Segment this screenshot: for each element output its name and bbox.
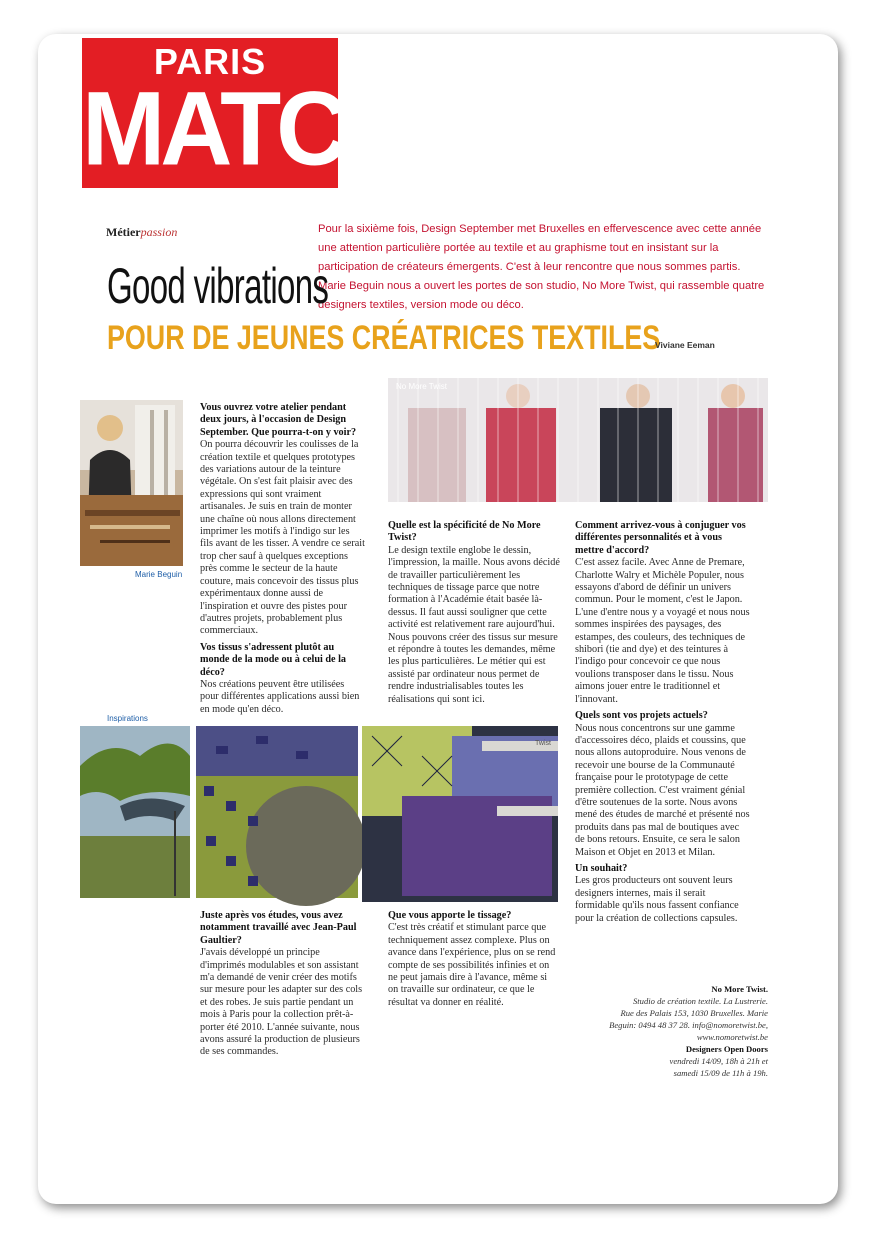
answer-5: Nous nous concentrons sur une gamme d'accessoires déco, plaids et coussins, que nous allons autoproduire. Nous venons de recevoir une bourse de la Communauté française pour le prototypage de cette première collection. C'est vraiment génial d'être soutenues de la sorte. Nous avons mené des études de marché et présenté nos produits dans pas mal de boutiques avec de bons retours. Ensuite, ce sera le salon Maison et Objet en 2013 et Milan. [575, 722, 750, 858]
answer-3: Le design textile englobe le dessin, l'impression, la maille. Nous avons décidé de travailler particulièrement les techniques de tissage parce que notre formation à l'Académie était basée là-dessus. Il faut aussi souligner que cette activité est relativement rare aujourd'hui. Nous pouvons créer des tissus sur mesure et répondre à toutes les demandes, même les plus particulières. Le métier qui est assisté par ordinateur nous permet de rendre industrialisables toutes les réalisations qui sont ici. [388, 544, 560, 705]
question-8: Que vous apporte le tissage? [388, 910, 512, 921]
fabric-photo-2 [362, 726, 558, 902]
footer-line-6: samedi 15/09 de 11h à 19h. [673, 1068, 768, 1078]
column-4 [200, 910, 365, 1059]
question-6: Un souhait? [575, 862, 628, 874]
column-5 [388, 910, 558, 1009]
rubric-bold: Métier [106, 225, 141, 239]
caption-nomoretwist: No More Twist [396, 382, 447, 391]
caption-inspirations: Inspirations [107, 714, 148, 723]
fabric-photo-1 [196, 726, 358, 898]
answer-2: Nos créations peuvent être utilisées pour différentes applications aussi bien en mode qu'en déco. [200, 678, 360, 715]
logo-match: MATCH [82, 70, 411, 188]
footer-line-3: Beguin: 0494 48 37 28. info@nomoretwist.be, [609, 1020, 768, 1030]
column-1 [200, 402, 365, 716]
answer-8: C'est très créatif et stimulant parce que techniquement assez complexe. Plus on avance dans l'expérience, plus on se rend compte de ses possibilités infinies et on ne peut jamais dire à l'avance, même si on travaille sur ordinateur, ce que le résultat va donner en réalité. [388, 922, 556, 1008]
question-2: Vos tissus s'adressent plutôt au monde de la mode ou à celui de la déco? [200, 641, 347, 678]
logo-paris: PARIS [153, 41, 267, 82]
portrait-photo [80, 400, 183, 566]
question-7: Juste après vos études, vous avez notamment travaillé avec Jean-Paul Gaultier? [200, 910, 357, 946]
caption-portrait: Marie Beguin [135, 570, 183, 579]
intro-text: Pour la sixième fois, Design September met Bruxelles en effervescence avec cette année une attention particulière portée au textile et au graphisme tout en insistant sur la participation de créateurs émergents. C'est à leur rencontre que nous sommes partis. Marie Beguin nous a ouvert les portes de son studio, No More Twist, qui rassemble quatre designers textiles, version mode ou déco. [318, 223, 765, 311]
author-name: Viviane Eeman [655, 340, 715, 350]
studio-photo [388, 378, 768, 502]
footer-info [568, 983, 768, 1079]
column-3 [575, 520, 751, 925]
rubric [106, 225, 177, 240]
footer-line-4: www.nomoretwist.be [696, 1032, 768, 1042]
question-5: Quels sont vos projets actuels? [575, 710, 708, 722]
inspirations-photo [80, 726, 190, 898]
article-title: Good vibrations [107, 258, 329, 314]
column-2 [388, 520, 560, 706]
answer-4: C'est assez facile. Avec Anne de Premare, Charlotte Walry et Michèle Populer, nous essayons d'abord de définir un univers commun. Pour le moment, c'est le Japon. L'une d'entre nous y a voyagé et nous nous sommes inspirées des paysages, des estampes, des couleurs, des techniques de shibori (tie and dye) et des teintures à l'indigo pour concevoir ce que nous voulions transposer dans le tissu. Nous aimons jouer entre le traditionnel et l'innovant. [575, 557, 750, 705]
answer-1: On pourra découvrir les coulisses de la création textile et quelques prototypes des variations autour de la teinture végétale. On s'est fait plaisir avec des expressions qui sont vraiment artisanales. Je suis en train de monter une chaîne où nous allons directement imprimer les motifs à l'indigo sur les fils avant de les tisser. A vendre ce serait trop cher sauf à quelques exceptions près comme le secteur de la haute couture, mais concevoir des tissus plus expérimentaux donne aussi de l'inspiration et ouvre des pistes pour d'autres projets, probablement plus commerciaux. [200, 439, 365, 637]
footer-line-5: vendredi 14/09, 18h à 21h et [669, 1056, 768, 1066]
footer-event: Designers Open Doors [685, 1044, 768, 1054]
question-4: Comment arrivez-vous à conjuguer vos différentes personnalités et à vous mettre d'accord? [575, 520, 746, 556]
paris-match-logo [82, 38, 411, 188]
rubric-italic: passion [140, 225, 178, 239]
question-1: Vous ouvrez votre atelier pendant deux jours, à l'occasion de Design September. Que pourra-t-on y voir? [200, 402, 357, 438]
answer-6: Les gros producteurs ont souvent leurs designers internes, mais il serait formidable qu'ils nous fassent confiance pour la création de collections capsules. [575, 875, 739, 924]
footer-name: No More Twist. [711, 984, 768, 994]
answer-7: J'avais développé un principe d'imprimés modulables et son assistant m'a demandé de venir créer des motifs sur mesure pour les adapter sur des cols et des robes. Je suis partie pendant un mois à Paris pour la collection prêt-à-porter été 2010. L'année suivante, nous avons assuré la production de plusieurs de ses commandes. [200, 947, 363, 1058]
fabric-label: Twist [535, 740, 551, 747]
footer-line-2: Rue des Palais 153, 1030 Bruxelles. Marie [620, 1008, 768, 1018]
article-subtitle: POUR DE JEUNES CRÉATRICES TEXTILES [107, 319, 661, 357]
footer-line-1: Studio de création textile. La Lustrerie. [632, 996, 768, 1006]
question-3: Quelle est la spécificité de No More Twist? [388, 520, 541, 544]
